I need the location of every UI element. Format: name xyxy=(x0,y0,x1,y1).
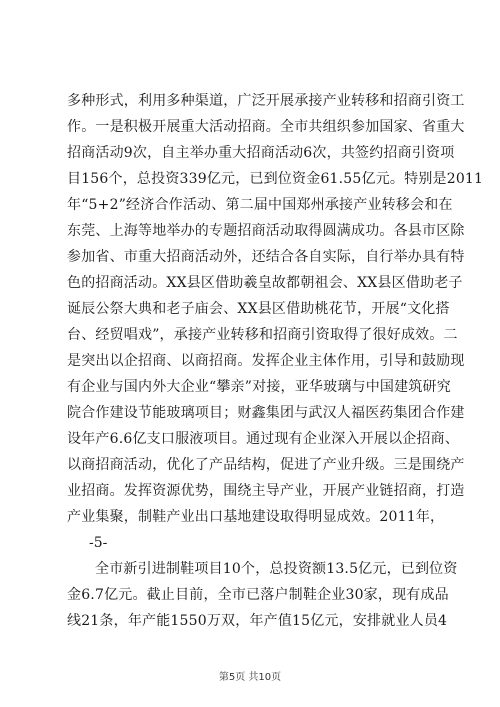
text-line: 目156个，总投资339亿元，已到位资金61.55亿元。特别是2011 xyxy=(67,171,484,187)
page-marker: -5- xyxy=(89,535,108,551)
text-line: 招商活动9次，自主举办重大招商活动6次，共签约招商引资项 xyxy=(67,145,455,161)
text-line: 台、经贸唱戏”，承接产业转移和招商引资取得了很好成效。二 xyxy=(67,327,458,343)
text-line: 是突出以企招商、以商招商。发挥企业主体作用，引导和鼓励现 xyxy=(67,353,465,369)
page-footer: 第5页 共10页 xyxy=(218,672,282,683)
text-line: 业招商。发挥资源优势，围绕主导产业，开展产业链招商，打造 xyxy=(67,483,465,499)
text-line: 东莞、上海等地举办的专题招商活动取得圆满成功。各县市区除 xyxy=(67,223,465,239)
text-line: 线21条，年产能1550万双，年产值15亿元，安排就业人员4 xyxy=(67,613,448,629)
text-line: 产业集聚，制鞋产业出口基地建设取得明显成效。2011年， xyxy=(67,509,445,525)
text-line: 多种形式，利用多种渠道，广泛开展承接产业转移和招商引资工 xyxy=(67,93,465,109)
text-line: 全市新引进制鞋项目10个，总投资额13.5亿元，已到位资 xyxy=(95,561,458,577)
text-line: 年“5+2”经济合作活动、第二届中国郑州承接产业转移会和在 xyxy=(67,197,453,213)
text-line: 金6.7亿元。截止目前，全市已落户制鞋企业30家，现有成品 xyxy=(67,587,449,603)
text-line: 有企业与国内外大企业“攀亲”对接，亚华玻璃与中国建筑研究 xyxy=(67,379,451,395)
text-line: 以商招商活动，优化了产品结构，促进了产业升级。三是围绕产 xyxy=(67,457,465,473)
text-line: 设年产6.6亿支口服液项目。通过现有企业深入开展以企招商、 xyxy=(67,431,460,447)
text-line: 作。一是积极开展重大活动招商。全市共组织参加国家、省重大 xyxy=(67,119,465,135)
document-body xyxy=(67,88,484,634)
text-line: 院合作建设节能玻璃项目；财鑫集团与武汉人福医药集团合作建 xyxy=(67,405,465,421)
text-line: 色的招商活动。XX县区借助羲皇故都朝祖会、XX县区借助老子 xyxy=(67,275,463,291)
text-line: 参加省、市重大招商活动外，还结合各自实际，自行举办具有特 xyxy=(67,249,465,265)
text-line: 诞辰公祭大典和老子庙会、XX县区借助桃花节，开展“文化搭 xyxy=(67,301,450,317)
